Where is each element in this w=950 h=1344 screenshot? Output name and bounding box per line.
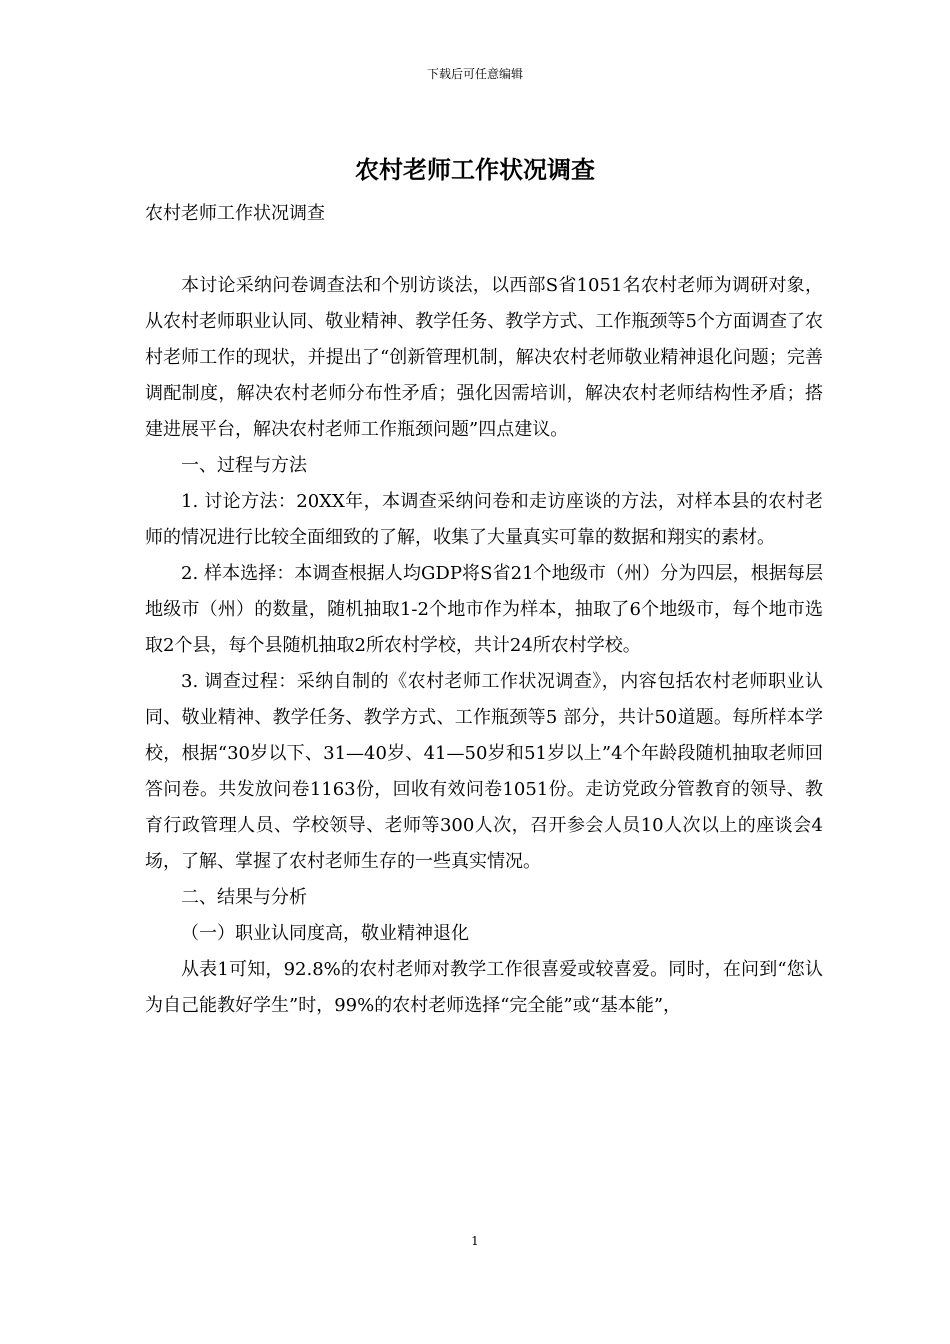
section-heading-process-method: 一、过程与方法 [181,455,307,476]
paragraph-research-method: 1. 讨论方法：20XX年，本调查采纳问卷和走访座谈的方法，对样本县的农村老师的情况进行比较全面细致的了解，收集了大量真实可靠的数据和翔实的素材。 [145,491,823,548]
abstract-paragraph: 本讨论采纳问卷调查法和个别访谈法，以西部S省1051名农村老师为调研对象，从农村老师职业认同、敬业精神、教学任务、教学方式、工作瓶颈等5个方面调查了农村老师工作的现状，并提出了“创新管理机制，解决农村老师敬业精神退化问题；完善调配制度，解决农村老师分布性矛盾；强化因需培训，解决农村老师结构性矛盾；搭建进展平台，解决农村老师工作瓶颈问题”四点建议。 [145,275,823,440]
page-number: 1 [471,1234,479,1248]
header-note: 下载后可任意编辑 [426,67,523,81]
paragraph-sample-selection: 2. 样本选择：本调查根据人均GDP将S省21个地级市（州）分为四层，根据每层地级市（州）的数量，随机抽取1-2个地市作为样本，抽取了6个地级市，每个地市选取2个县，每个县随机抽取2所农村学校，共计24所农村学校。 [145,563,823,656]
subsection-heading-career-identity: （一）职业认同度高，敬业精神退化 [181,923,469,944]
paragraph-table1-findings: 从表1可知，92.8%的农村老师对教学工作很喜爱或较喜爱。同时，在问到“您认为自己能教好学生”时，99%的农村老师选择“完全能”或“基本能”， [145,959,823,1016]
section-heading-results-analysis: 二、结果与分析 [181,887,307,908]
paragraph-survey-process: 3. 调查过程：采纳自制的《农村老师工作状况调查》，内容包括农村老师职业认同、敬业精神、教学任务、教学方式、工作瓶颈等5 部分，共计50道题。每所样本学校，根据“30岁以下、31—40岁、41—50岁和51岁以上”4个年龄段随机抽取老师回答问卷。共发放问卷1163份，回收有效问卷1051份。走访党政分管教育的领导、教育行政管理人员、学校领导、老师等300人次，召开参会人员10人次以上的座谈会4场，了解、掌握了农村老师生存的一些真实情况。 [145,671,823,872]
document-body [145,196,823,1024]
document-subtitle: 农村老师工作状况调查 [145,203,325,224]
document-title: 农村老师工作状况调查 [355,155,595,184]
